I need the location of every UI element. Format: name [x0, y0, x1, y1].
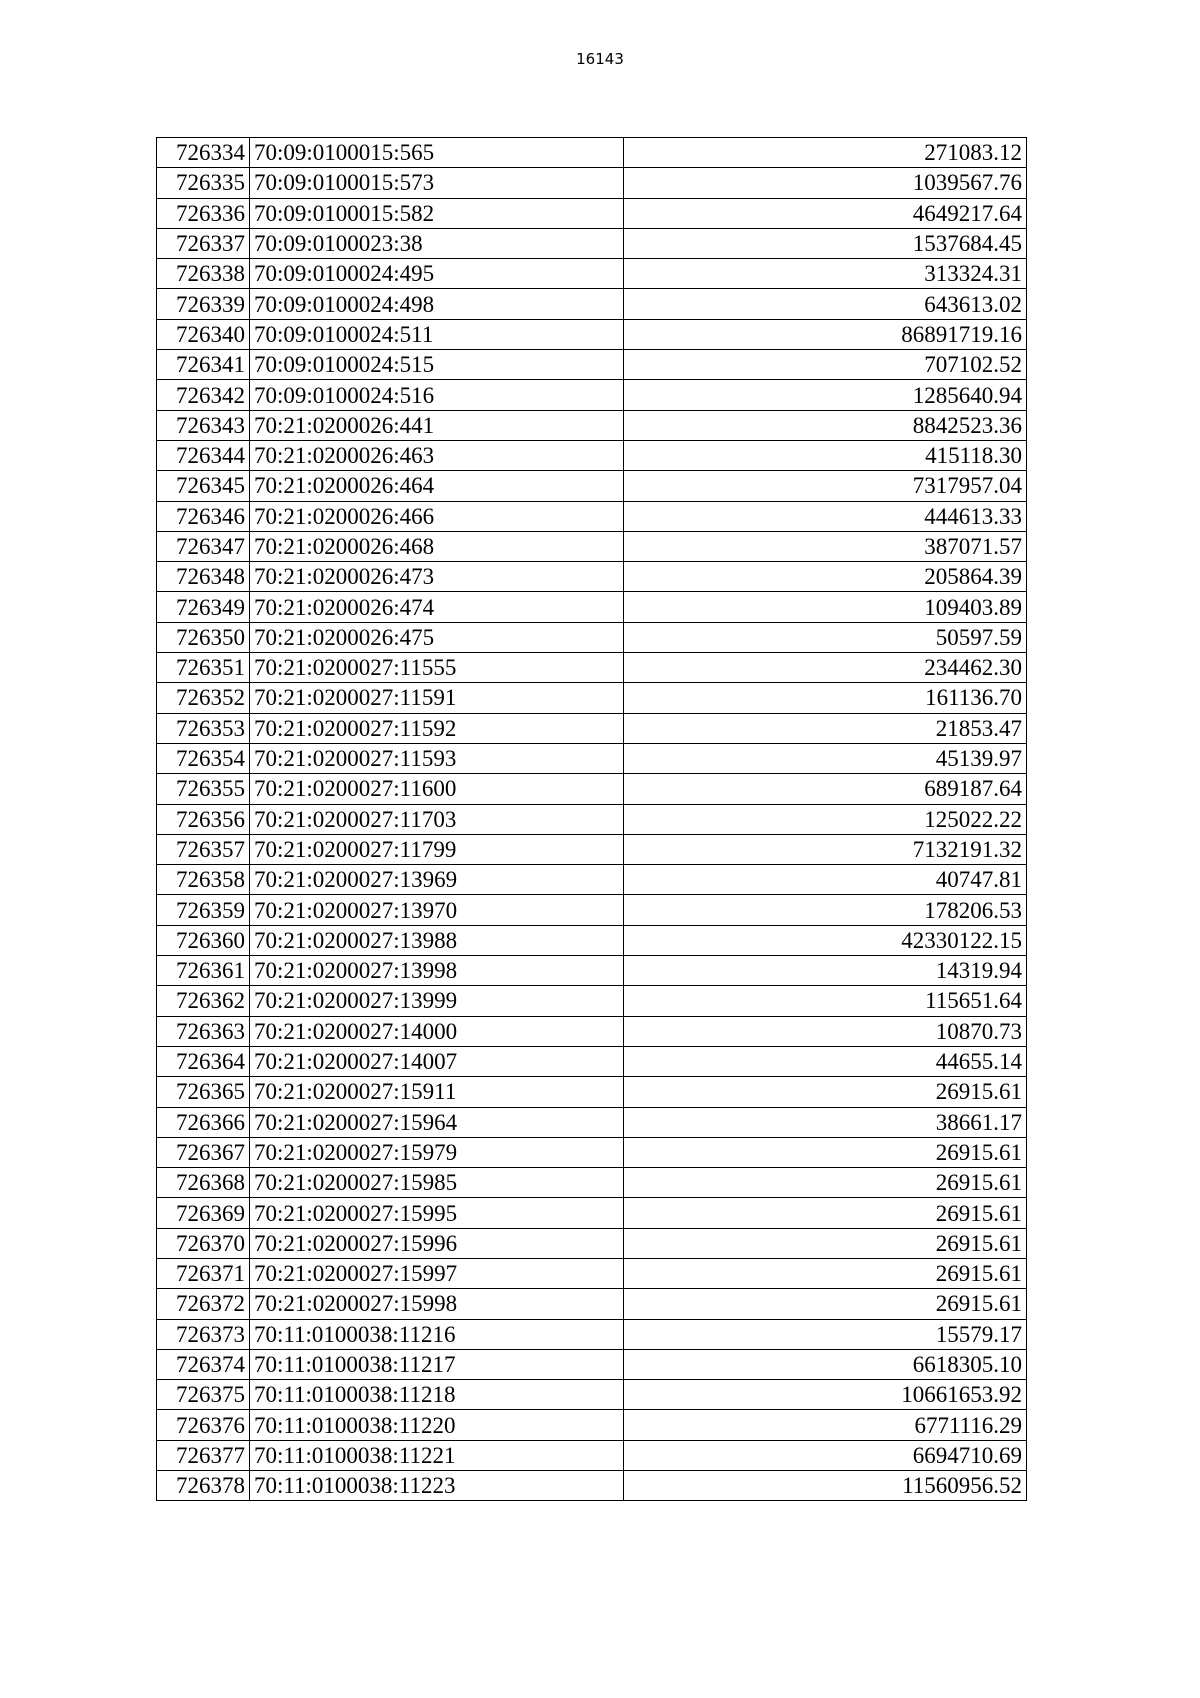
cadastral-number-cell: 70:21:0200026:475	[250, 622, 624, 652]
row-number-cell: 726340	[157, 319, 250, 349]
table-row	[157, 1168, 1027, 1198]
value-cell: 109403.89	[624, 592, 1027, 622]
value-cell: 1537684.45	[624, 228, 1027, 258]
value-cell: 14319.94	[624, 956, 1027, 986]
row-number-cell: 726373	[157, 1319, 250, 1349]
cadastral-number-cell: 70:21:0200027:11555	[250, 653, 624, 683]
table-row	[157, 804, 1027, 834]
row-number-cell: 726344	[157, 440, 250, 470]
row-number-cell: 726352	[157, 683, 250, 713]
value-cell: 643613.02	[624, 289, 1027, 319]
value-cell: 26915.61	[624, 1228, 1027, 1258]
table-row	[157, 319, 1027, 349]
row-number-cell: 726377	[157, 1440, 250, 1470]
value-cell: 45139.97	[624, 743, 1027, 773]
table-row	[157, 440, 1027, 470]
table-row	[157, 198, 1027, 228]
row-number-cell: 726343	[157, 410, 250, 440]
value-cell: 707102.52	[624, 350, 1027, 380]
table-row	[157, 1198, 1027, 1228]
cadastral-number-cell: 70:11:0100038:11220	[250, 1410, 624, 1440]
table-row	[157, 1016, 1027, 1046]
table-row	[157, 925, 1027, 955]
value-cell: 8842523.36	[624, 410, 1027, 440]
row-number-cell: 726375	[157, 1380, 250, 1410]
table-row	[157, 1107, 1027, 1137]
row-number-cell: 726378	[157, 1471, 250, 1501]
table-row	[157, 774, 1027, 804]
table-row	[157, 350, 1027, 380]
row-number-cell: 726367	[157, 1137, 250, 1167]
row-number-cell: 726365	[157, 1077, 250, 1107]
table-row	[157, 531, 1027, 561]
value-cell: 161136.70	[624, 683, 1027, 713]
value-cell: 415118.30	[624, 440, 1027, 470]
row-number-cell: 726336	[157, 198, 250, 228]
table-row	[157, 1228, 1027, 1258]
value-cell: 444613.33	[624, 501, 1027, 531]
table-row	[157, 228, 1027, 258]
value-cell: 1039567.76	[624, 168, 1027, 198]
cadastral-number-cell: 70:21:0200027:13970	[250, 895, 624, 925]
table-row	[157, 501, 1027, 531]
table-row	[157, 289, 1027, 319]
cadastral-number-cell: 70:09:0100024:511	[250, 319, 624, 349]
value-cell: 10870.73	[624, 1016, 1027, 1046]
value-cell: 6618305.10	[624, 1349, 1027, 1379]
cadastral-number-cell: 70:11:0100038:11217	[250, 1349, 624, 1379]
row-number-cell: 726356	[157, 804, 250, 834]
table-row	[157, 986, 1027, 1016]
value-cell: 50597.59	[624, 622, 1027, 652]
cadastral-number-cell: 70:21:0200027:15995	[250, 1198, 624, 1228]
cadastral-number-cell: 70:09:0100023:38	[250, 228, 624, 258]
cadastral-number-cell: 70:21:0200027:15998	[250, 1289, 624, 1319]
cadastral-number-cell: 70:21:0200026:441	[250, 410, 624, 440]
cadastral-number-cell: 70:11:0100038:11223	[250, 1471, 624, 1501]
row-number-cell: 726359	[157, 895, 250, 925]
table-row	[157, 1440, 1027, 1470]
value-cell: 234462.30	[624, 653, 1027, 683]
cadastral-number-cell: 70:21:0200027:15964	[250, 1107, 624, 1137]
table-row	[157, 895, 1027, 925]
cadastral-number-cell: 70:09:0100024:516	[250, 380, 624, 410]
value-cell: 6771116.29	[624, 1410, 1027, 1440]
row-number-cell: 726338	[157, 259, 250, 289]
cadastral-number-cell: 70:11:0100038:11216	[250, 1319, 624, 1349]
cadastral-number-cell: 70:09:0100015:582	[250, 198, 624, 228]
row-number-cell: 726346	[157, 501, 250, 531]
cadastral-number-cell: 70:21:0200027:11703	[250, 804, 624, 834]
value-cell: 26915.61	[624, 1168, 1027, 1198]
cadastral-number-cell: 70:21:0200027:15979	[250, 1137, 624, 1167]
row-number-cell: 726361	[157, 956, 250, 986]
table-row	[157, 653, 1027, 683]
value-cell: 11560956.52	[624, 1471, 1027, 1501]
cadastral-number-cell: 70:21:0200027:14000	[250, 1016, 624, 1046]
row-number-cell: 726369	[157, 1198, 250, 1228]
table-row	[157, 1046, 1027, 1076]
value-cell: 10661653.92	[624, 1380, 1027, 1410]
table-row	[157, 1349, 1027, 1379]
table-row	[157, 562, 1027, 592]
table-row	[157, 138, 1027, 168]
value-cell: 86891719.16	[624, 319, 1027, 349]
cadastral-number-cell: 70:21:0200027:11593	[250, 743, 624, 773]
cadastral-number-cell: 70:21:0200027:15996	[250, 1228, 624, 1258]
value-cell: 26915.61	[624, 1198, 1027, 1228]
cadastral-number-cell: 70:21:0200027:11591	[250, 683, 624, 713]
value-cell: 387071.57	[624, 531, 1027, 561]
cadastral-number-cell: 70:09:0100024:498	[250, 289, 624, 319]
row-number-cell: 726337	[157, 228, 250, 258]
value-cell: 26915.61	[624, 1137, 1027, 1167]
cadastral-number-cell: 70:21:0200026:466	[250, 501, 624, 531]
table-row	[157, 834, 1027, 864]
value-cell: 1285640.94	[624, 380, 1027, 410]
cadastral-number-cell: 70:21:0200027:13969	[250, 865, 624, 895]
value-cell: 125022.22	[624, 804, 1027, 834]
value-cell: 38661.17	[624, 1107, 1027, 1137]
value-cell: 26915.61	[624, 1258, 1027, 1288]
row-number-cell: 726368	[157, 1168, 250, 1198]
row-number-cell: 726362	[157, 986, 250, 1016]
row-number-cell: 726353	[157, 713, 250, 743]
cadastral-number-cell: 70:21:0200026:473	[250, 562, 624, 592]
row-number-cell: 726370	[157, 1228, 250, 1258]
row-number-cell: 726351	[157, 653, 250, 683]
cadastral-number-cell: 70:21:0200027:15985	[250, 1168, 624, 1198]
row-number-cell: 726349	[157, 592, 250, 622]
cadastral-number-cell: 70:21:0200027:11600	[250, 774, 624, 804]
table-row	[157, 410, 1027, 440]
table-row	[157, 683, 1027, 713]
row-number-cell: 726354	[157, 743, 250, 773]
row-number-cell: 726350	[157, 622, 250, 652]
cadastral-number-cell: 70:21:0200027:11592	[250, 713, 624, 743]
table-row	[157, 956, 1027, 986]
row-number-cell: 726348	[157, 562, 250, 592]
value-cell: 178206.53	[624, 895, 1027, 925]
row-number-cell: 726342	[157, 380, 250, 410]
table-row	[157, 865, 1027, 895]
value-cell: 7132191.32	[624, 834, 1027, 864]
table-row	[157, 1380, 1027, 1410]
row-number-cell: 726360	[157, 925, 250, 955]
value-cell: 7317957.04	[624, 471, 1027, 501]
cadastral-number-cell: 70:09:0100024:495	[250, 259, 624, 289]
row-number-cell: 726357	[157, 834, 250, 864]
row-number-cell: 726358	[157, 865, 250, 895]
value-cell: 313324.31	[624, 259, 1027, 289]
cadastral-number-cell: 70:21:0200026:464	[250, 471, 624, 501]
cadastral-number-cell: 70:11:0100038:11218	[250, 1380, 624, 1410]
table-row	[157, 743, 1027, 773]
row-number-cell: 726341	[157, 350, 250, 380]
value-cell: 205864.39	[624, 562, 1027, 592]
value-cell: 115651.64	[624, 986, 1027, 1016]
table-row	[157, 1410, 1027, 1440]
value-cell: 26915.61	[624, 1077, 1027, 1107]
cadastral-number-cell: 70:21:0200026:463	[250, 440, 624, 470]
value-cell: 44655.14	[624, 1046, 1027, 1076]
value-cell: 4649217.64	[624, 198, 1027, 228]
cadastral-number-cell: 70:11:0100038:11221	[250, 1440, 624, 1470]
row-number-cell: 726335	[157, 168, 250, 198]
row-number-cell: 726363	[157, 1016, 250, 1046]
table-row	[157, 1258, 1027, 1288]
cadastral-number-cell: 70:09:0100015:565	[250, 138, 624, 168]
cadastral-number-cell: 70:21:0200026:474	[250, 592, 624, 622]
row-number-cell: 726334	[157, 138, 250, 168]
registry-table-body	[157, 138, 1027, 1501]
cadastral-number-cell: 70:21:0200027:14007	[250, 1046, 624, 1076]
cadastral-number-cell: 70:21:0200027:13988	[250, 925, 624, 955]
value-cell: 15579.17	[624, 1319, 1027, 1349]
cadastral-number-cell: 70:21:0200027:11799	[250, 834, 624, 864]
table-row	[157, 1471, 1027, 1501]
row-number-cell: 726347	[157, 531, 250, 561]
cadastral-number-cell: 70:09:0100024:515	[250, 350, 624, 380]
table-row	[157, 1137, 1027, 1167]
value-cell: 21853.47	[624, 713, 1027, 743]
table-row	[157, 622, 1027, 652]
row-number-cell: 726364	[157, 1046, 250, 1076]
value-cell: 271083.12	[624, 138, 1027, 168]
cadastral-number-cell: 70:21:0200027:15911	[250, 1077, 624, 1107]
row-number-cell: 726355	[157, 774, 250, 804]
table-row	[157, 1289, 1027, 1319]
value-cell: 6694710.69	[624, 1440, 1027, 1470]
row-number-cell: 726372	[157, 1289, 250, 1319]
cadastral-number-cell: 70:21:0200027:15997	[250, 1258, 624, 1288]
row-number-cell: 726339	[157, 289, 250, 319]
cadastral-number-cell: 70:21:0200027:13999	[250, 986, 624, 1016]
table-row	[157, 168, 1027, 198]
table-row	[157, 259, 1027, 289]
table-row	[157, 713, 1027, 743]
table-row	[157, 471, 1027, 501]
row-number-cell: 726371	[157, 1258, 250, 1288]
row-number-cell: 726345	[157, 471, 250, 501]
registry-table	[156, 137, 1027, 1501]
value-cell: 689187.64	[624, 774, 1027, 804]
row-number-cell: 726376	[157, 1410, 250, 1440]
table-row	[157, 1319, 1027, 1349]
value-cell: 42330122.15	[624, 925, 1027, 955]
cadastral-number-cell: 70:21:0200026:468	[250, 531, 624, 561]
table-row	[157, 1077, 1027, 1107]
table-row	[157, 592, 1027, 622]
cadastral-number-cell: 70:21:0200027:13998	[250, 956, 624, 986]
value-cell: 40747.81	[624, 865, 1027, 895]
table-row	[157, 380, 1027, 410]
cadastral-number-cell: 70:09:0100015:573	[250, 168, 624, 198]
page-number: 16143	[576, 50, 624, 68]
row-number-cell: 726374	[157, 1349, 250, 1379]
row-number-cell: 726366	[157, 1107, 250, 1137]
value-cell: 26915.61	[624, 1289, 1027, 1319]
